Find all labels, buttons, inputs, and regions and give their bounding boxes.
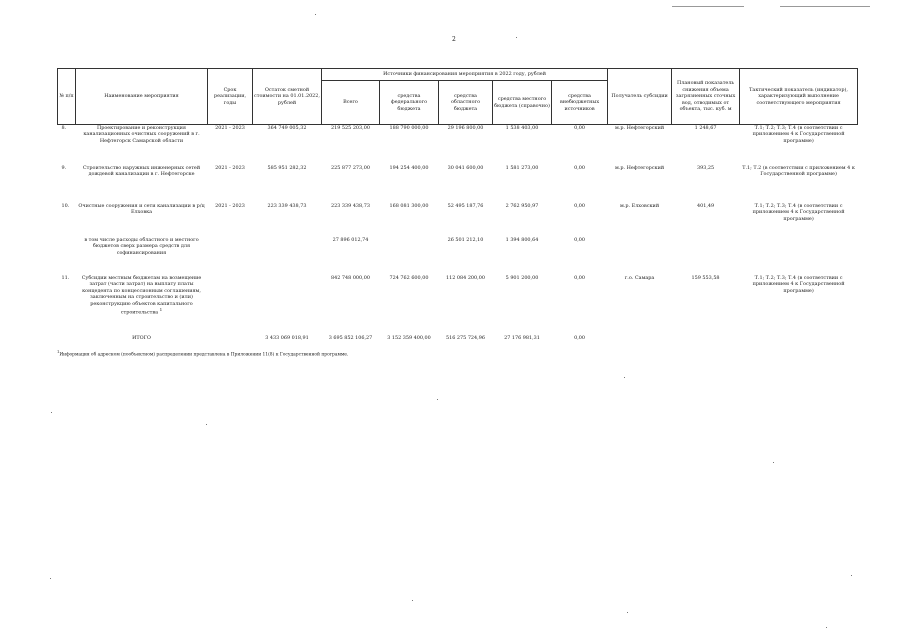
row-regional: 26 501 212,10 [447,237,484,243]
scan-speck [826,627,827,628]
table-row [58,203,858,237]
row-balance: 223 339 438,73 [267,203,307,209]
header-rule-right [780,6,870,7]
row-federal: 188 790 000,00 [389,125,429,131]
row-period [208,275,253,335]
row-extra: 0,00 [574,203,585,209]
scan-speck [50,578,51,579]
total-label: ИТОГО [132,335,151,341]
col-name-header: Наименование мероприятия [76,69,208,125]
row-tactical: Т.1; Т.2; Т.3; Т.4 (в соответствии с приложением 4 к Государственной программе) [752,203,845,222]
row-regional: 30 041 600,00 [447,165,484,171]
total-extra: 0,00 [574,335,585,341]
table-row [58,165,858,203]
row-total: 219 525 203,00 [331,125,370,131]
row-extra: 0,00 [574,237,585,243]
table-row [58,237,858,275]
row-local: 2 762 950,97 [505,203,539,209]
row-name: Строительство наружных инженерных сетей дождевой канализации в г. Нефтегорске [82,165,201,178]
row-extra: 0,00 [574,165,585,171]
row-name-text: Субсидии местным бюджетам на возмещение затрат (части затрат) на выплату платы концедента по концессионным соглашениям, заключенным на строительство и (или) реконструкцию объектов капитального строительства [81,275,202,316]
total-tactical [740,335,858,347]
row-balance [253,237,322,275]
row-balance: 364 749 005,32 [267,125,307,131]
row-num: 9. [61,165,67,171]
row-tactical [740,237,858,275]
col-federal-header: средства федерального бюджета [380,81,439,125]
total-planned [672,335,740,347]
row-total: 27 896 012,74 [332,237,369,243]
table-row [58,125,858,166]
row-local: 1 538 403,00 [505,125,539,131]
row-period [208,237,253,275]
row-period: 2021 - 2023 [215,165,245,171]
row-federal [380,237,439,275]
row-total: 225 877 273,00 [331,165,370,171]
header-rule-left [672,6,744,7]
scan-speck [851,575,852,576]
total-local: 27 176 981,31 [504,335,540,341]
col-tactical-header: Тактический показатель (индикатор), характеризующий выполнение соответствующего мероприятия [740,69,858,125]
row-planned [672,237,740,275]
row-planned: 1 248,67 [694,125,717,131]
scan-speck [412,600,413,601]
row-recipient: м.р. Нефтегорский [614,125,665,131]
row-planned: 159 553,58 [691,275,720,281]
table-row [58,275,858,335]
row-recipient [608,237,672,275]
col-extra-header: средства внебюджетных источников [552,81,608,125]
col-regional-header: средства областного бюджета [439,81,493,125]
row-planned: 393,25 [697,165,715,171]
scan-speck [206,424,207,425]
scan-speck [51,412,52,413]
col-recipient-header: Получатель субсидии [608,69,672,125]
page-number: 2 [452,36,456,43]
col-balance-header: Остаток сметной стоимости на 01.01.2022, рублей [253,69,322,125]
row-balance [253,275,322,335]
row-period: 2021 - 2023 [215,203,245,209]
footnote-mark: 1 [159,307,163,313]
row-federal: 724 762 600,00 [389,275,429,281]
total-recipient [608,335,672,347]
row-tactical: Т.1; Т.2 (в соответствии с приложением 4 к Государственной программе) [742,165,855,178]
row-recipient: м.р. Елховский [620,203,660,209]
footnote-text: Информация об адресном (пообъектном) распределении представлена в Приложении 11(8) к Государственной программе. [59,352,349,358]
total-federal: 3 152 359 400,00 [387,335,431,341]
row-tactical: Т.1; Т.2; Т.3; Т.4 (в соответствии с приложением 4 к Государственной программе) [752,125,845,144]
financing-table [57,68,858,347]
row-federal: 194 254 400,00 [389,165,429,171]
row-regional: 112 084 200,00 [446,275,485,281]
col-num-header: № п/п [58,69,76,125]
scan-speck [516,37,517,38]
total-regional: 516 275 724,96 [446,335,485,341]
header-row-top [58,69,858,81]
row-name [76,275,208,335]
row-name: в том числе расходы областного и местного бюджетов сверх размера средств для софинансирования [84,237,199,256]
row-extra: 0,00 [574,125,585,131]
row-local: 1 581 273,00 [505,165,539,171]
total-row [58,335,858,347]
row-extra: 0,00 [574,275,585,281]
total-total: 3 695 852 106,27 [328,335,373,341]
row-planned: 401,49 [697,203,715,209]
row-regional: 52 495 187,76 [447,203,484,209]
scan-speck [773,462,774,463]
col-period-header: Срок реализации, годы [208,69,253,125]
row-name: Очистные сооружения и сети канализации в р/ц Елховка [78,203,205,216]
row-federal: 168 081 300,00 [389,203,429,209]
row-balance: 585 951 282,32 [267,165,307,171]
row-total: 842 748 000,00 [331,275,370,281]
total-balance: 3 433 069 018,91 [265,335,309,341]
row-num [58,237,76,275]
row-num: 8. [61,125,67,131]
row-period: 2021 - 2023 [215,125,245,131]
col-planned-header: Плановый показатель снижения объема загрязненных сточных вод, отводимых от объекта, тыс. куб. м [672,69,740,125]
total-num [58,335,76,347]
row-recipient: г.о. Самара [624,275,655,281]
row-local: 1 394 800,64 [505,237,539,243]
row-regional: 29 196 800,00 [447,125,484,131]
row-name: Проектирование и реконструкция канализационных очистных сооружений в г. Нефтегорск Самарской области [83,125,200,144]
footnote-number: 1 [57,350,60,354]
row-tactical: Т.1; Т.2; Т.3; Т.4 (в соответствии с приложением 4 к Государственной программе) [752,275,845,294]
col-total-header: Всего [322,81,380,125]
scan-speck [624,377,625,378]
row-total: 223 339 438,73 [331,203,370,209]
row-recipient: м.р. Нефтегорский [614,165,665,171]
total-period [208,335,253,347]
scan-speck [627,612,628,613]
col-local-header: средства местного бюджета (справочно) [493,81,552,125]
row-local: 5 901 200,00 [505,275,539,281]
scan-speck [315,14,316,15]
sources-group-header: Источники финансирования мероприятия в 2022 году, рублей [322,69,608,81]
scan-speck [437,399,438,400]
row-num: 11. [61,275,70,281]
footnote [57,350,348,357]
row-num: 10. [61,203,70,209]
